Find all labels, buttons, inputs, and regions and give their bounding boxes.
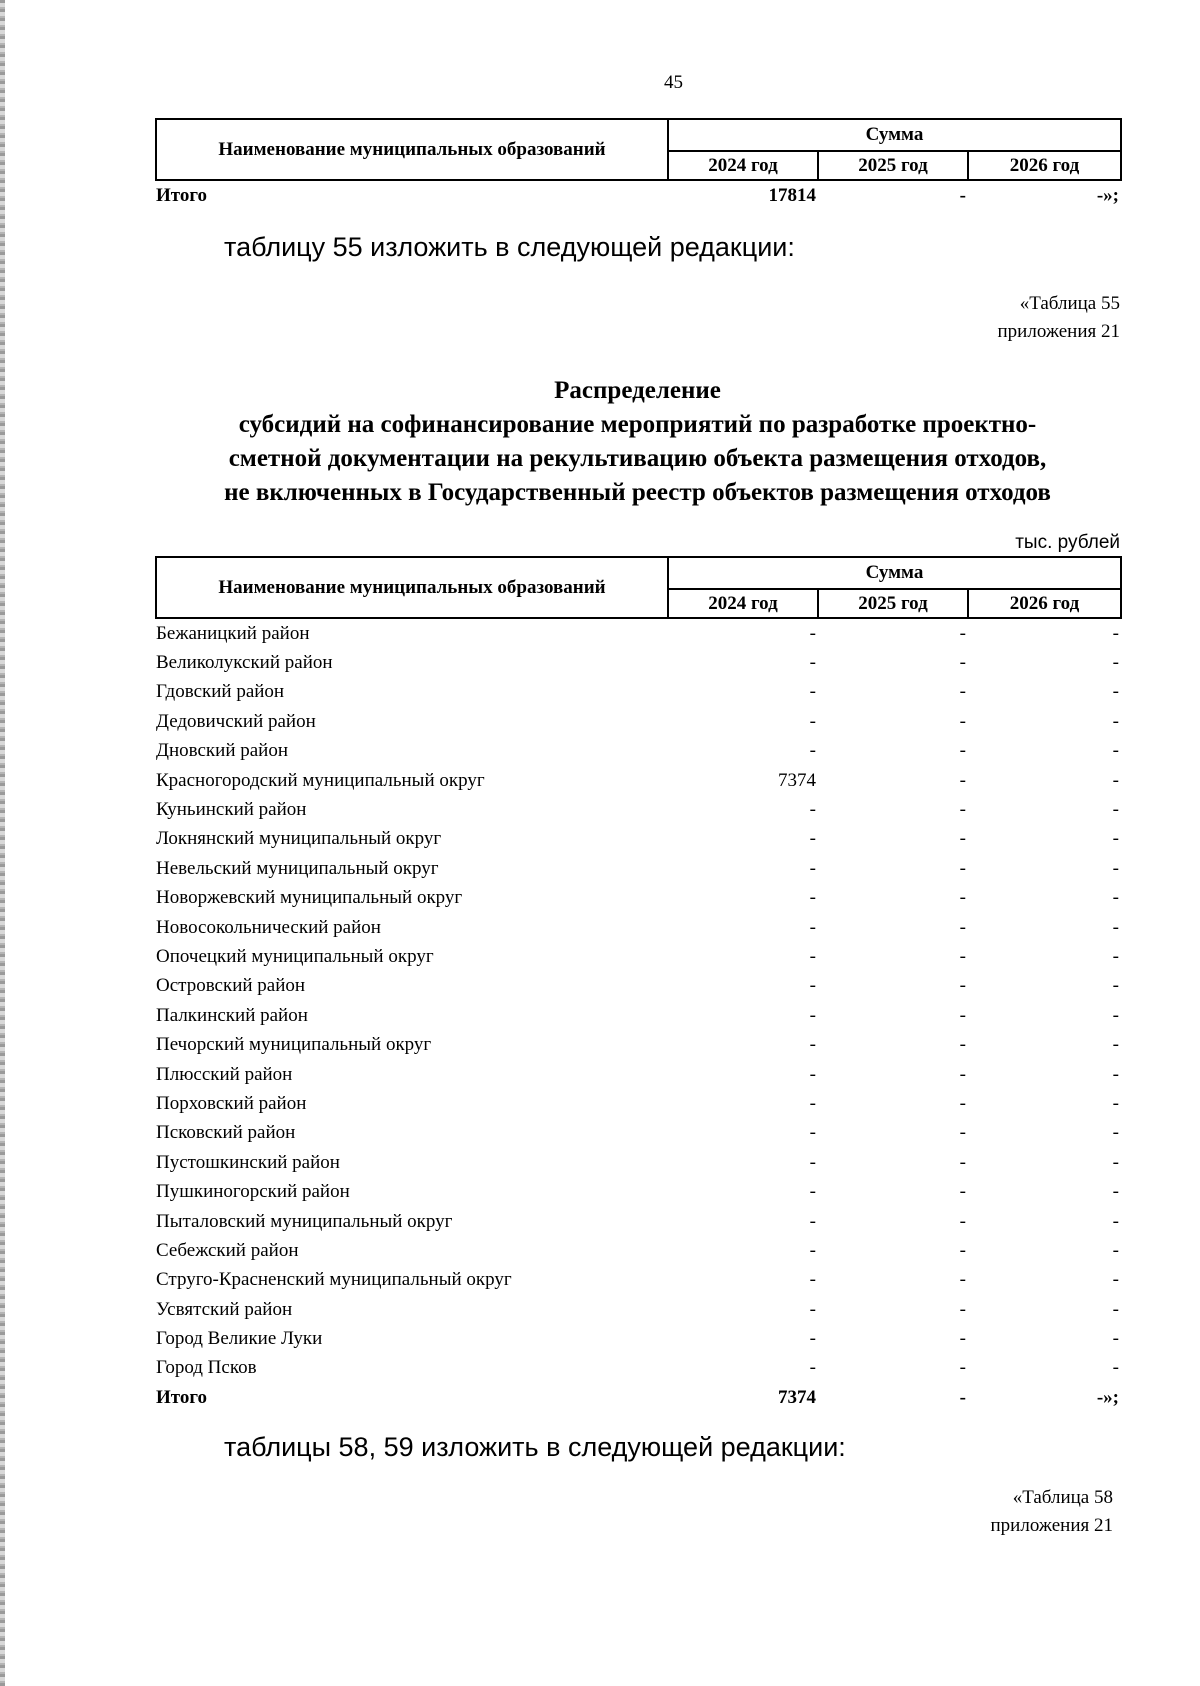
header-sum: Сумма (668, 119, 1121, 151)
value-2025: - (959, 945, 966, 967)
value-2024: - (809, 710, 816, 732)
municipality-name: Город Псков (156, 1357, 257, 1379)
value-2026: - (1112, 681, 1119, 703)
value-2024: - (809, 1210, 816, 1232)
value-2024: - (809, 975, 816, 997)
value-2026: - (1112, 1298, 1119, 1320)
table-row (156, 1089, 1121, 1118)
header-year-2024: 2024 год (668, 151, 818, 180)
municipality-name: Плюсский район (156, 1063, 293, 1085)
value-2025: - (959, 740, 966, 762)
heading-line-3: сметной документации на рекультивацию объекта размещения отходов, (228, 445, 1047, 472)
value-2024: - (809, 1328, 816, 1350)
municipality-name: Красногородский муниципальный округ (156, 769, 485, 791)
value-2026: - (1112, 857, 1119, 879)
heading-line-4: не включенных в Государственный реестр объектов размещения отходов (224, 479, 1051, 506)
value-2026: - (1112, 1034, 1119, 1056)
value-2026: - (1112, 1151, 1119, 1173)
value-2025: - (959, 1357, 966, 1379)
appendix-reference-line: приложения 21 (997, 321, 1120, 342)
value-2026: - (1112, 799, 1119, 821)
value-2026: - (1112, 945, 1119, 967)
value-2025: - (959, 1210, 966, 1232)
table-row (156, 1148, 1121, 1177)
table-row (156, 618, 1121, 648)
table-row (156, 707, 1121, 736)
header-year-2025: 2025 год (818, 151, 968, 180)
value-2026: - (1112, 916, 1119, 938)
instruction-paragraph-2: таблицы 58, 59 изложить в следующей редакции: (224, 1432, 846, 1462)
top-table (155, 118, 1122, 210)
total-row (156, 1383, 1121, 1412)
value-2025: - (959, 1298, 966, 1320)
value-2026: - (1112, 622, 1119, 644)
municipality-name: Город Великие Луки (156, 1328, 323, 1350)
value-2025: - (959, 1181, 966, 1203)
value-2024: - (809, 1357, 816, 1379)
table-row (156, 1030, 1121, 1059)
heading-line-2: субсидий на софинансирование мероприятий по разработке проектно- (238, 411, 1037, 438)
table-row (156, 1236, 1121, 1265)
heading-line-1: Распределение (554, 377, 721, 404)
value-2025: - (959, 1092, 966, 1114)
value-2025: - (959, 652, 966, 674)
table-row (156, 795, 1121, 824)
municipality-name: Пушкиногорский район (156, 1181, 350, 1203)
table-row (156, 1354, 1121, 1383)
value-2025: - (959, 828, 966, 850)
municipality-name: Гдовский район (156, 681, 285, 703)
value-2024: - (809, 916, 816, 938)
municipality-name: Пыталовский муниципальный округ (156, 1210, 453, 1232)
municipality-name: Куньинский район (156, 799, 307, 821)
value-2026: - (1112, 1269, 1119, 1291)
municipality-name: Себежский район (156, 1239, 299, 1261)
table-row (156, 1060, 1121, 1089)
value-2025: - (959, 799, 966, 821)
value-2025: - (959, 1004, 966, 1026)
header-sum: Сумма (668, 557, 1121, 589)
instruction-paragraph-1: таблицу 55 изложить в следующей редакции: (224, 232, 795, 262)
municipality-name: Пустошкинский район (156, 1151, 340, 1173)
value-2026: - (1112, 1239, 1119, 1261)
value-2024: - (809, 1004, 816, 1026)
value-2024: - (809, 1269, 816, 1291)
header-name-column: Наименование муниципальных образований (156, 119, 668, 180)
table-heading (150, 374, 1125, 510)
value-2026: - (1112, 1357, 1119, 1379)
header-year-2025: 2025 год (818, 589, 968, 618)
total-2024: 7374 (778, 1386, 816, 1408)
value-2025: - (959, 887, 966, 909)
value-2026: - (1112, 1004, 1119, 1026)
municipality-name: Новосокольнический район (156, 916, 381, 938)
value-2026: - (1112, 887, 1119, 909)
value-2025: - (959, 857, 966, 879)
value-2025: - (959, 1239, 966, 1261)
value-2024: - (809, 1298, 816, 1320)
table-row (156, 913, 1121, 942)
header-year-2026: 2026 год (968, 151, 1121, 180)
header-year-2024: 2024 год (668, 589, 818, 618)
table-row (156, 1119, 1121, 1148)
scan-edge (0, 0, 5, 1686)
distribution-table (155, 556, 1122, 1413)
value-2025: - (959, 1269, 966, 1291)
total-2025: - (959, 184, 966, 206)
value-2024: - (809, 652, 816, 674)
value-2025: - (959, 710, 966, 732)
municipality-name: Островский район (156, 975, 306, 997)
table-row (156, 648, 1121, 677)
value-2025: - (959, 1151, 966, 1173)
total-row (156, 180, 1121, 210)
header-year-2026: 2026 год (968, 589, 1121, 618)
value-2025: - (959, 1063, 966, 1085)
table-row (156, 942, 1121, 971)
value-2026: - (1112, 769, 1119, 791)
value-2026: - (1112, 1328, 1119, 1350)
value-2024: - (809, 1063, 816, 1085)
municipality-name: Локнянский муниципальный округ (156, 828, 442, 850)
value-2026: - (1112, 975, 1119, 997)
header-name-column: Наименование муниципальных образований (156, 557, 668, 618)
table-row (156, 1266, 1121, 1295)
value-2025: - (959, 1328, 966, 1350)
municipality-name: Струго-Красненский муниципальный округ (156, 1269, 512, 1291)
table-row (156, 766, 1121, 795)
units-label: тыс. рублей (1015, 532, 1120, 553)
appendix-reference-line: приложения 21 (990, 1515, 1113, 1536)
value-2025: - (959, 975, 966, 997)
table-row (156, 1001, 1121, 1030)
value-2026: - (1112, 1181, 1119, 1203)
municipality-name: Печорский муниципальный округ (156, 1034, 432, 1056)
value-2025: - (959, 916, 966, 938)
value-2024: - (809, 1122, 816, 1144)
total-2024: 17814 (768, 184, 816, 206)
table-row (156, 1324, 1121, 1353)
value-2024: - (809, 945, 816, 967)
value-2024: - (809, 857, 816, 879)
value-2025: - (959, 769, 966, 791)
table-reference-line: «Таблица 55 (1019, 293, 1120, 314)
table-row (156, 1177, 1121, 1206)
municipality-name: Опочецкий муниципальный округ (156, 945, 434, 967)
page-number: 45 (664, 72, 683, 93)
municipality-name: Невельский муниципальный округ (156, 857, 439, 879)
value-2024: - (809, 1151, 816, 1173)
value-2026: - (1112, 710, 1119, 732)
table-row (156, 737, 1121, 766)
value-2025: - (959, 622, 966, 644)
municipality-name: Псковский район (156, 1122, 296, 1144)
municipality-name: Дновский район (156, 740, 289, 762)
value-2026: - (1112, 828, 1119, 850)
value-2026: - (1112, 740, 1119, 762)
total-2026: -»; (1096, 1386, 1119, 1408)
value-2026: - (1112, 652, 1119, 674)
municipality-name: Новоржевский муниципальный округ (156, 887, 463, 909)
value-2026: - (1112, 1122, 1119, 1144)
table-row (156, 1207, 1121, 1236)
table-reference-55 (998, 290, 1120, 346)
municipality-name: Бежаницкий район (156, 622, 310, 644)
table-reference-58 (991, 1484, 1113, 1540)
total-label: Итого (156, 184, 208, 206)
value-2024: - (809, 828, 816, 850)
value-2024: - (809, 1239, 816, 1261)
table-row (156, 1295, 1121, 1324)
total-2026: -»; (1096, 184, 1119, 206)
value-2024: - (809, 1092, 816, 1114)
value-2024: - (809, 681, 816, 703)
value-2026: - (1112, 1210, 1119, 1232)
table-row (156, 884, 1121, 913)
municipality-name: Палкинский район (156, 1004, 308, 1026)
value-2024: - (809, 799, 816, 821)
municipality-name: Порховский район (156, 1092, 307, 1114)
value-2025: - (959, 1122, 966, 1144)
total-2025: - (959, 1386, 966, 1408)
table-reference-line: «Таблица 58 (1012, 1487, 1113, 1508)
value-2025: - (959, 681, 966, 703)
municipality-name: Великолукский район (156, 652, 333, 674)
value-2024: - (809, 622, 816, 644)
value-2026: - (1112, 1063, 1119, 1085)
value-2024: - (809, 740, 816, 762)
municipality-name: Дедовичский район (156, 710, 316, 732)
value-2025: - (959, 1034, 966, 1056)
table-row (156, 678, 1121, 707)
table-row (156, 972, 1121, 1001)
value-2024: - (809, 1034, 816, 1056)
value-2026: - (1112, 1092, 1119, 1114)
municipality-name: Усвятский район (156, 1298, 293, 1320)
value-2024: - (809, 887, 816, 909)
table-row (156, 825, 1121, 854)
table-row (156, 854, 1121, 883)
total-label: Итого (156, 1386, 208, 1408)
value-2024: 7374 (778, 769, 816, 791)
value-2024: - (809, 1181, 816, 1203)
